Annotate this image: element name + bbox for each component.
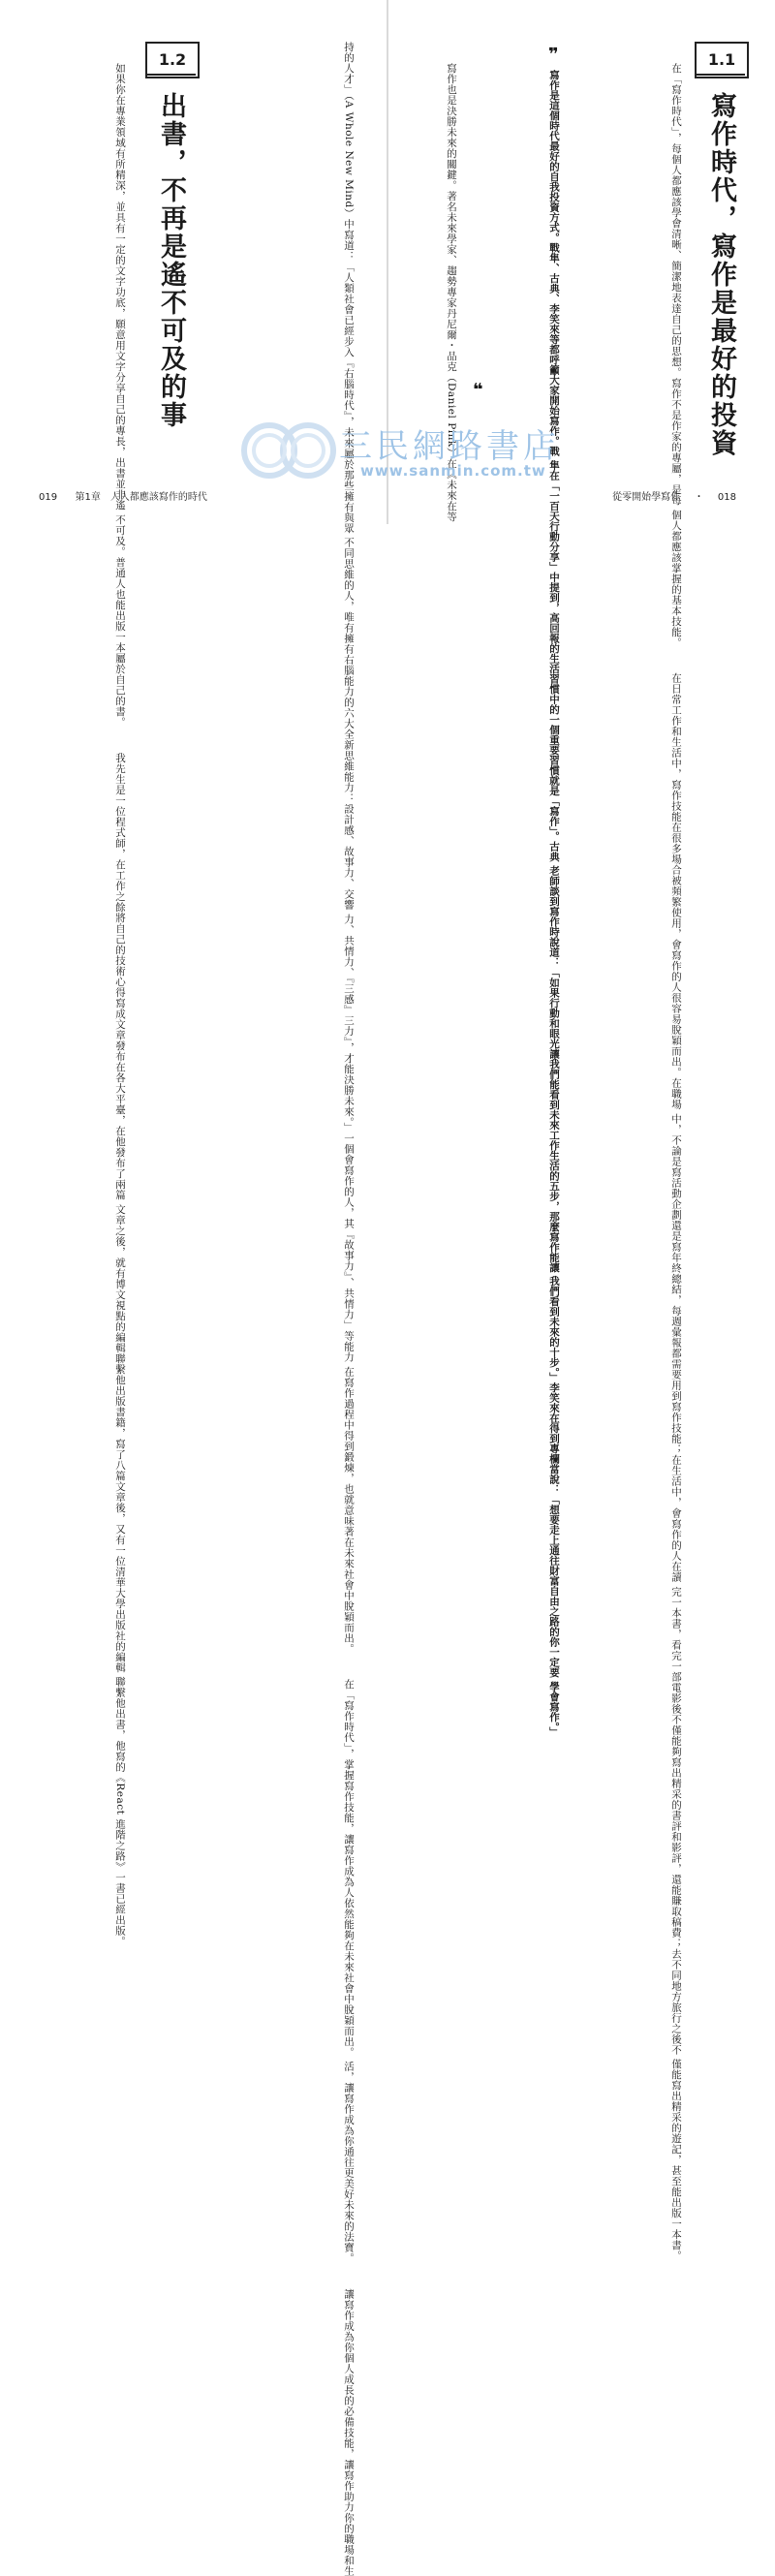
section-rule <box>145 74 196 76</box>
body-line: 活，讓寫作成為你通往更美好未來的法寶。 <box>343 2061 355 2264</box>
body-line: 在寫作過程中得到鍛煉，也就意味著在未來社會中脫穎而出。 <box>343 1366 355 1655</box>
body-line: 如果你在專業領域有所精深，並具有一定的文字功底，願意用文字分享自己的專長，出書並非遙 <box>114 42 126 511</box>
bookstore-logo-icon <box>232 412 339 489</box>
body-line: 文章之後，就有博文視點的編輯聯繫他出版書籍，寫了八篇文章後，又有一位清華大學出版社的編輯 <box>114 1203 126 1673</box>
page-gutter <box>387 0 388 524</box>
section-number: 1.1 <box>707 50 736 69</box>
body-line: 中，不論是寫活動企劃還是寫年終總結，每週彙報都需要用到寫作技能；在生活中，會寫作的人在讀 <box>670 1113 682 1583</box>
close-quote-icon: ❝ <box>473 380 483 400</box>
section-rule <box>695 74 745 76</box>
section-title: 出書，不再是遙不可及的事 <box>156 92 186 429</box>
body-text-bottom <box>436 42 459 522</box>
body-line: 完一本書，看完一部電影後不僅能夠寫出精采的書評和影評，還能賺取稿費；去不同地方旅行之後不 <box>670 1586 682 2056</box>
open-quote-icon: ❞ <box>548 45 559 65</box>
body-line: 寫作也是決勝未來的關鍵。著名未來學家、趨勢專家丹尼爾・品克（Daniel Pink）在《未來在等 <box>446 42 457 522</box>
quote-line: 學會寫作。」 <box>548 1681 560 1737</box>
running-head: 第1章 人人都應該寫作的時代 <box>75 492 207 503</box>
page-number: 018 <box>717 492 736 503</box>
left-footer <box>39 488 207 503</box>
watermark-url: www.sanmin.com.tw <box>360 462 546 480</box>
body-line: 個人都應該掌握的基本技能。 <box>670 509 682 648</box>
watermark-name: 三民網路書店 <box>339 427 560 466</box>
quote-line: 隼在「一百天行動分享」中提到，高回報的生活習慣中的一個重要習慣就是「寫作」。古典 <box>548 459 560 862</box>
body-line: 在「寫作時代」，掌握寫作技能，讓寫作成為人依然能夠在未來社會中脫穎而出。 <box>343 1657 355 2058</box>
section-number: 1.2 <box>158 50 187 69</box>
quote-line: 老師談到寫作時說道：「如果行動和眼光讓我們能看到未來工作生活的五步，那麼寫作能讓 <box>548 865 560 1273</box>
body-line: 讓寫作成為你個人成長的必備技能，讓寫作助力你的職場和生 <box>343 2267 355 2576</box>
section-title: 寫作時代，寫作是最好的投資 <box>706 92 736 457</box>
body-line: 在「寫作時代」，每個人都應該學會清晰、簡潔地表達自己的思想。寫作不是作家的專屬，是每 <box>670 42 682 506</box>
bookstore-watermark <box>232 412 581 489</box>
page-number: 019 <box>39 492 58 503</box>
quote-line: 我們看到未來的十步。」李笑來在得到專欄當說：「想要走上通往財富自由之路的你一定要 <box>548 1275 560 1678</box>
body-text-top <box>223 42 356 2576</box>
body-line: 聯繫他出書，他寫的《React 進階之路》一書已經出版。 <box>114 1676 126 1947</box>
body-line: 不可及。普通人也能出版一本屬於自己的書。 <box>114 513 126 728</box>
body-line: 不同思維的人，唯有擁有右腦能力的六大全新思維能力：設計感、故事力、交響 <box>343 537 355 911</box>
body-line: 我先生是一位程式師，在工作之餘將自己的技術心得寫成文章發布在各大平臺，在他發布了兩篇 <box>114 730 126 1200</box>
body-line: 持的人才」（A Whole New Mind）中寫道：「人類社會已經步入『右腦時代』，未來屬於那些擁有與眾 <box>343 42 355 534</box>
quote-line: 寫作是這個時代最好的自我投資方式。戰隼、古典、李笑來等都呼籲大家開始寫作。戰 <box>548 70 560 456</box>
body-line: 僅能寫出精采的遊記，甚至能出版一本書。 <box>670 2058 682 2261</box>
right-footer: 從零開始學寫作 ・ 018 <box>612 492 736 503</box>
running-head: 從零開始學寫作 <box>612 492 681 503</box>
body-line: 力、共情力、『三感』三力』，才能決勝未來。」一個會寫作的人，其『故事力』、共情力」等能力 <box>343 914 355 1363</box>
body-line: 在日常工作和生活中，寫作技能在很多場合被頻繁使用，會寫作的人很容易脫穎而出。在職場 <box>670 651 682 1110</box>
pull-quote <box>475 70 562 1737</box>
